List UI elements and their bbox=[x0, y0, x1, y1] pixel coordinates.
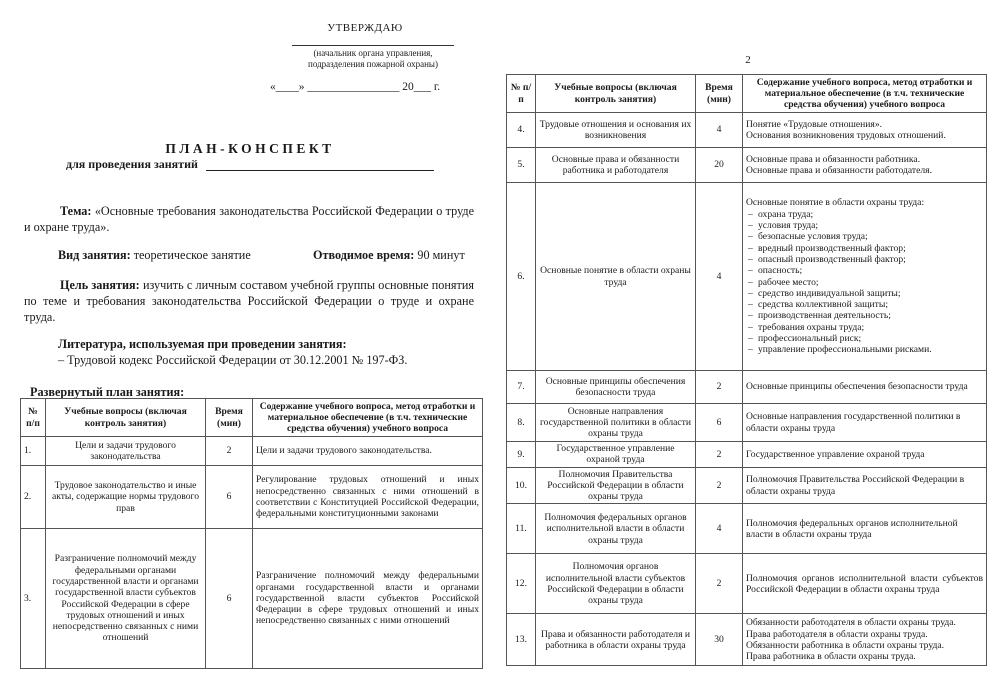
row-content: Обязанности работодателя в области охраны труда. Права работодателя в области охраны труда. Обязанности работника в области охраны труда. Права работника в области охраны труда. bbox=[743, 614, 987, 666]
row-num: 13. bbox=[507, 614, 536, 666]
row-num: 6. bbox=[507, 183, 536, 371]
row-question: Основные права и обязанности работника и работодателя bbox=[536, 148, 696, 183]
goal-label: Цель занятия: bbox=[60, 278, 140, 292]
row-num: 9. bbox=[507, 442, 536, 468]
time-value: 90 минут bbox=[417, 248, 465, 262]
literature-title: Литература, используемая при проведении занятия: bbox=[58, 337, 347, 351]
row-time: 6 bbox=[206, 529, 253, 669]
table-row bbox=[507, 148, 987, 183]
goal-paragraph bbox=[24, 277, 474, 325]
row-num: 8. bbox=[507, 404, 536, 442]
row-content: Разграничение полномочий между федеральными органами государственной власти и органами государственной власти субъектов Российской Федерации в сфере трудовых отношений и иных непосредственно связанных с ними отношений bbox=[253, 529, 483, 669]
approval-caption bbox=[285, 48, 461, 70]
table-header-row bbox=[21, 399, 483, 437]
header-content: Содержание учебного вопроса, метод отработки и материальное обеспечение (в т.ч. технические средства обучения) учебного вопроса bbox=[743, 75, 987, 113]
row-time: 4 bbox=[696, 504, 743, 554]
page-number: 2 bbox=[745, 54, 751, 66]
topic-paragraph bbox=[24, 203, 474, 235]
list-item: – средство индивидуальной защиты; bbox=[746, 288, 983, 299]
row-time: 2 bbox=[696, 442, 743, 468]
plan-title: ПЛАН-КОНСПЕКТ bbox=[165, 141, 335, 156]
list-item: – вредный производственный фактор; bbox=[746, 243, 983, 254]
row-content: Основные права и обязанности работника. Основные права и обязанности работодателя. bbox=[743, 148, 987, 183]
header-num: № п/п bbox=[21, 399, 46, 437]
row-num: 7. bbox=[507, 371, 536, 404]
row-content: Государственное управление охраной труда bbox=[743, 442, 987, 468]
table-row bbox=[507, 442, 987, 468]
literature-item: – Трудовой кодекс Российской Федерации от 30.12.2001 № 197-ФЗ. bbox=[58, 353, 408, 367]
row-content: Полномочия органов исполнительной власти субъектов Российской Федерации в области охраны труда bbox=[743, 554, 987, 614]
header-time: Время (мин) bbox=[696, 75, 743, 113]
row-question: Государственное управление охраной труда bbox=[536, 442, 696, 468]
row-content: Основные принципы обеспечения безопасности труда bbox=[743, 371, 987, 404]
list-item: – профессиональный риск; bbox=[746, 333, 983, 344]
header-questions: Учебные вопросы (включая контроль занятия) bbox=[536, 75, 696, 113]
kind-label: Вид занятия: bbox=[58, 248, 131, 262]
table-row bbox=[507, 614, 987, 666]
approval-title: УТВЕРЖДАЮ bbox=[327, 22, 403, 34]
row-num: 3. bbox=[21, 529, 46, 669]
row-num: 5. bbox=[507, 148, 536, 183]
row-content: Регулирование трудовых отношений и иных непосредственно связанных с ними отношений в соответствии с Конституцией Российской Федерации, федеральными конституционными законами bbox=[253, 466, 483, 529]
row-question: Полномочия федеральных органов исполнительной власти в области охраны труда bbox=[536, 504, 696, 554]
kind-value: теоретическое занятие bbox=[133, 248, 251, 262]
row-content: Полномочия Правительства Российской Федерации в области охраны труда bbox=[743, 467, 987, 504]
row-content: Понятие «Трудовые отношения». Основания возникновения трудовых отношений. bbox=[743, 113, 987, 148]
row-time: 2 bbox=[696, 467, 743, 504]
row-num: 10. bbox=[507, 467, 536, 504]
row-time: 6 bbox=[696, 404, 743, 442]
row-question: Цели и задачи трудового законодательства bbox=[46, 437, 206, 466]
row-time: 4 bbox=[696, 183, 743, 371]
table-row bbox=[21, 529, 483, 669]
row-time: 2 bbox=[696, 371, 743, 404]
list-item: – охрана труда; bbox=[746, 209, 983, 220]
list-item: – рабочее место; bbox=[746, 277, 983, 288]
list-item: – управление профессиональными рисками. bbox=[746, 344, 983, 355]
row-question: Трудовые отношения и основания их возникновения bbox=[536, 113, 696, 148]
topic-label: Тема: bbox=[60, 204, 92, 218]
row-question: Основные направления государственной политики в области охраны труда bbox=[536, 404, 696, 442]
table-row bbox=[507, 504, 987, 554]
table-row bbox=[507, 404, 987, 442]
list-item: – производственная деятельность; bbox=[746, 310, 983, 321]
table-row bbox=[507, 554, 987, 614]
table-row bbox=[507, 113, 987, 148]
topic-text: «Основные требования законодательства Российской Федерации о труде и охране труда». bbox=[24, 204, 474, 234]
row-time: 4 bbox=[696, 113, 743, 148]
table-row bbox=[507, 183, 987, 371]
approval-date-line: «____» ________________ 20___ г. bbox=[270, 81, 441, 93]
row-time: 2 bbox=[696, 554, 743, 614]
row-content bbox=[743, 183, 987, 371]
row-question: Разграничение полномочий между федеральными органами государственной власти и органами государственной власти субъектов Российской Федерации в сфере трудовых отношений и иных непосредственно связанных с ними отношений bbox=[46, 529, 206, 669]
approval-caption-line2: подразделения пожарной охраны) bbox=[308, 59, 438, 69]
row-question: Полномочия органов исполнительной власти субъектов Российской Федерации в области охраны труда bbox=[536, 554, 696, 614]
plan-table-left bbox=[20, 398, 483, 669]
list-item: – условия труда; bbox=[746, 220, 983, 231]
table-row bbox=[21, 437, 483, 466]
time-label: Отводимое время: bbox=[313, 248, 415, 262]
row-question: Трудовое законодательство и иные акты, содержащие нормы трудового прав bbox=[46, 466, 206, 529]
row-time: 30 bbox=[696, 614, 743, 666]
header-time: Время (мин) bbox=[206, 399, 253, 437]
row-content: Цели и задачи трудового законодательства. bbox=[253, 437, 483, 466]
list-item: – требования охраны труда; bbox=[746, 322, 983, 333]
row-num: 11. bbox=[507, 504, 536, 554]
approval-caption-line1: (начальник органа управления, bbox=[313, 48, 433, 58]
table-header-row bbox=[507, 75, 987, 113]
list-item: – опасный производственный фактор; bbox=[746, 254, 983, 265]
row-content: Основные направления государственной политики в области охраны труда bbox=[743, 404, 987, 442]
right-page bbox=[500, 0, 1000, 689]
row-content: Полномочия федеральных органов исполнительной власти в области охраны труда bbox=[743, 504, 987, 554]
header-num: № п/п bbox=[507, 75, 536, 113]
header-content: Содержание учебного вопроса, метод отработки и материальное обеспечение (в т.ч. технические средства обучения) учебного вопроса bbox=[253, 399, 483, 437]
row-num: 2. bbox=[21, 466, 46, 529]
lesson-kind bbox=[58, 248, 258, 263]
row-question: Основные понятие в области охраны труда bbox=[536, 183, 696, 371]
header-questions: Учебные вопросы (включая контроль занятия) bbox=[46, 399, 206, 437]
row-num: 4. bbox=[507, 113, 536, 148]
row-question: Полномочия Правительства Российской Федерации в области охраны труда bbox=[536, 467, 696, 504]
row-time: 20 bbox=[696, 148, 743, 183]
table-row bbox=[507, 371, 987, 404]
safety-terms-list bbox=[746, 209, 983, 356]
list-item: – опасность; bbox=[746, 265, 983, 276]
plan-subtitle: для проведения занятий bbox=[66, 157, 198, 171]
row-time: 2 bbox=[206, 437, 253, 466]
row-num: 1. bbox=[21, 437, 46, 466]
plan-subtitle-fill-line bbox=[206, 170, 434, 171]
lesson-time bbox=[313, 248, 483, 263]
table-row bbox=[507, 467, 987, 504]
table-row bbox=[21, 466, 483, 529]
row-content-intro: Основные понятие в области охраны труда: bbox=[746, 197, 925, 209]
approval-signature-line bbox=[292, 45, 454, 46]
detailed-plan-title: Развернутый план занятия: bbox=[30, 385, 185, 399]
row-num: 12. bbox=[507, 554, 536, 614]
plan-table-right bbox=[506, 74, 987, 666]
list-item: – средства коллективной защиты; bbox=[746, 299, 983, 310]
list-item: – безопасные условия труда; bbox=[746, 231, 983, 242]
row-question: Основные принципы обеспечения безопасности труда bbox=[536, 371, 696, 404]
row-question: Права и обязанности работодателя и работника в области охраны труда bbox=[536, 614, 696, 666]
goal-text: изучить с личным составом учебной группы основные понятия по теме и требования законодательства Российской Федерации о труде и охране труда. bbox=[24, 278, 474, 324]
row-time: 6 bbox=[206, 466, 253, 529]
